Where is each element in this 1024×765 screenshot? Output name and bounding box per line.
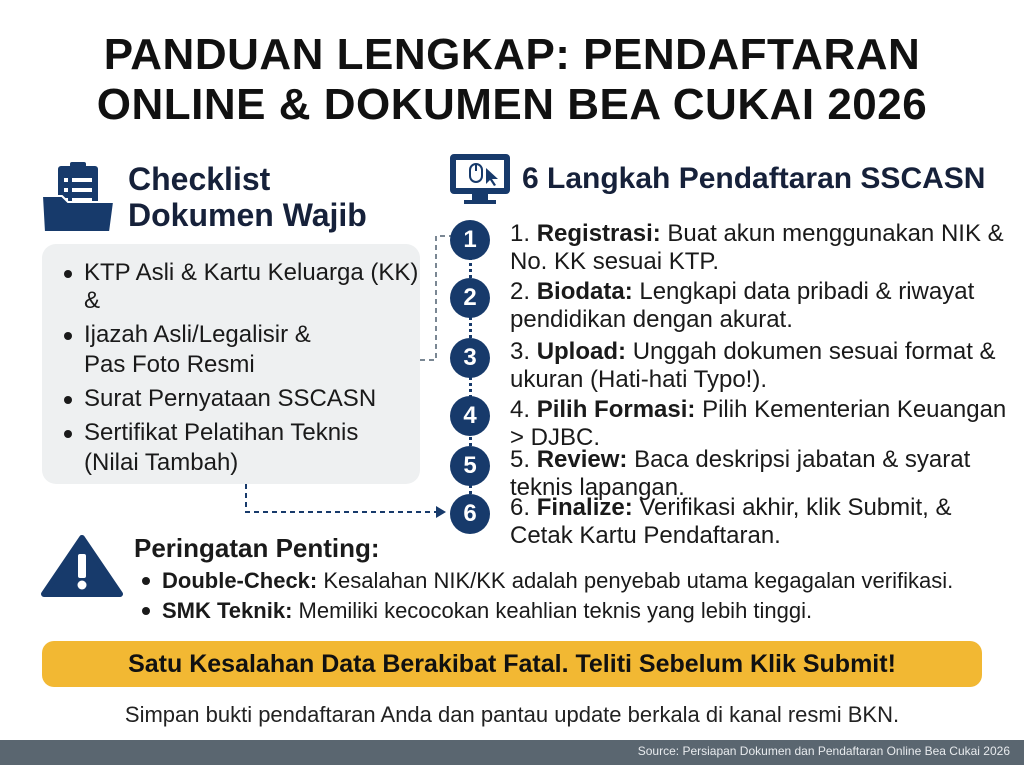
step-label: Registrasi:	[536, 220, 661, 247]
warning-description: Kesalahan NIK/KK adalah penyebab utama kegagalan verifikasi.	[323, 568, 954, 593]
checklist-item-text: Ijazah Asli/Legalisir &	[84, 321, 311, 348]
step-description: Baca deskripsi jabatan & syarat teknis lapangan.	[510, 446, 971, 501]
step-prefix: 4.	[510, 396, 531, 423]
step-description: Lengkapi data pribadi & riwayat pendidikan dengan akurat.	[510, 278, 975, 333]
step-number-badge: 1	[450, 220, 490, 260]
step-number-badge: 4	[450, 396, 490, 436]
warning-label: SMK Teknik:	[162, 598, 293, 623]
checklist-item-subtext: (Nilai Tambah)	[84, 449, 239, 476]
warning-item	[140, 596, 1020, 626]
warning-list	[140, 566, 1020, 626]
step-description: Pilih Kementerian Keuangan > DJBC.	[510, 396, 1007, 451]
step-label: Upload:	[536, 338, 627, 365]
warning-description: Memiliki kecocokan keahlian teknis yang lebih tinggi.	[298, 598, 813, 623]
step-description: Verifikasi akhir, klik Submit, & Cetak Kartu Pendaftaran.	[510, 494, 952, 549]
checklist-item-text: Sertifikat Pelatihan Teknis	[84, 419, 359, 446]
checklist-heading-line-1: Checklist	[128, 161, 271, 197]
step-text	[510, 494, 1010, 550]
step-number-badge: 5	[450, 446, 490, 486]
steps-heading: 6 Langkah Pendaftaran SSCASN	[522, 162, 986, 195]
step-number-badge: 2	[450, 278, 490, 318]
step-number-badge: 6	[450, 494, 490, 534]
step-prefix: 1.	[510, 220, 531, 247]
warning-heading: Peringatan Penting:	[134, 533, 380, 563]
page-title-line-2: ONLINE & DOKUMEN BEA CUKAI 2026	[96, 80, 928, 129]
warning-banner: Satu Kesalahan Data Berakibat Fatal. Teliti Sebelum Klik Submit!	[42, 641, 982, 687]
step-description: Unggah dokumen sesuai format & ukuran (Hati-hati Typo!).	[510, 338, 996, 393]
step-label: Review:	[536, 446, 628, 473]
checklist-item-subtext: Pas Foto Resmi	[84, 351, 255, 378]
computer-mouse-icon	[448, 152, 512, 204]
footnote: Simpan bukti pendaftaran Anda dan pantau update berkala di kanal resmi BKN.	[124, 702, 900, 727]
checklist-item-text: &	[84, 287, 101, 314]
step-prefix: 6.	[510, 494, 531, 521]
step-text	[510, 338, 1010, 394]
step-text	[510, 396, 1010, 452]
checklist-item-text: Surat Pernyataan SSCASN	[84, 385, 377, 412]
step-label: Pilih Formasi:	[536, 396, 696, 423]
step-text	[510, 220, 1010, 276]
checklist-item-text: KTP Asli & Kartu Keluarga (KK)	[84, 259, 419, 286]
step-label: Biodata:	[536, 278, 633, 305]
source-text: Source: Persiapan Dokumen dan Pendaftaran Online Bea Cukai 2026	[637, 744, 1010, 758]
source-bar	[0, 740, 1024, 765]
step-prefix: 3.	[510, 338, 531, 365]
warning-triangle-icon	[40, 534, 124, 598]
warning-label: Double-Check:	[162, 568, 318, 593]
warning-item	[140, 566, 1020, 596]
step-number-badge: 3	[450, 338, 490, 378]
step-description: Buat akun menggunakan NIK & No. KK sesuai KTP.	[510, 220, 1004, 275]
step-prefix: 5.	[510, 446, 531, 473]
checklist-heading-line-2: Dokumen Wajib	[128, 197, 367, 233]
step-label: Finalize:	[536, 494, 633, 521]
step-prefix: 2.	[510, 278, 531, 305]
page-title-line-1: PANDUAN LENGKAP: PENDAFTARAN	[103, 30, 921, 79]
step-text	[510, 278, 1010, 334]
